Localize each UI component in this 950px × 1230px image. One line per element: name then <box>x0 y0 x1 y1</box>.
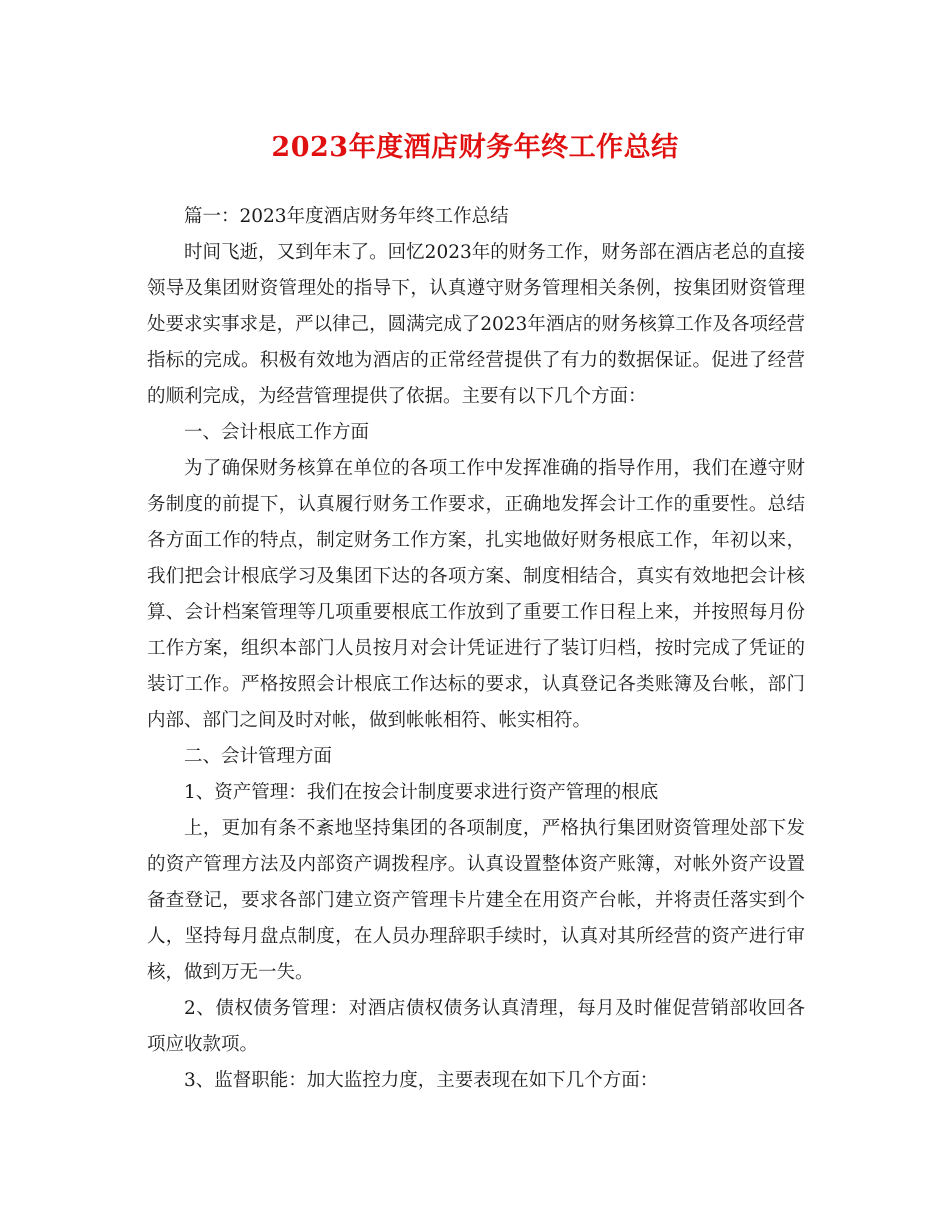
text-line: 的顺利完成，为经营管理提供了依据。主要有以下几个方面： <box>147 386 647 407</box>
text-line: 领导及集团财资管理处的指导下，认真遵守财务管理相关条例，按集团财资管理 <box>147 278 805 299</box>
text-line: 备查登记，要求各部门建立资产管理卡片建全在用资产台帐，并将责任落实到个 <box>147 890 805 911</box>
text-line: 务制度的前提下，认真履行财务工作要求，正确地发挥会计工作的重要性。总结 <box>147 494 805 515</box>
text-line: 内部、部门之间及时对帐，做到帐帐相符、帐实相符。 <box>147 710 592 731</box>
paragraph <box>147 811 805 991</box>
document-title: 2023年度酒店财务年终工作总结 <box>271 132 679 163</box>
text-line: 算、会计档案管理等几项重要根底工作放到了重要工作日程上来，并按照每月份 <box>147 602 805 623</box>
paragraph <box>147 1063 805 1099</box>
text-line: 人，坚持每月盘点制度，在人员办理辞职手续时，认真对其所经营的资产进行审 <box>147 926 805 947</box>
paragraph <box>147 775 805 811</box>
text-line: 装订工作。严格按照会计根底工作达标的要求，认真登记各类账簿及台帐，部门 <box>147 674 805 695</box>
paragraph <box>147 451 805 739</box>
text-line: 工作方案，组织本部门人员按月对会计凭证进行了装订归档，按时完成了凭证的 <box>147 638 805 659</box>
paragraph <box>147 199 805 235</box>
paragraph <box>147 235 805 415</box>
section-heading <box>147 415 805 451</box>
text-line: 项应收款项。 <box>147 1034 259 1055</box>
section-heading <box>147 739 805 775</box>
text-line: 为了确保财务核算在单位的各项工作中发挥准确的指导作用，我们在遵守财 <box>184 458 805 479</box>
text-line: 上，更加有条不紊地坚持集团的各项制度，严格执行集团财资管理处部下发 <box>184 818 805 839</box>
text-line: 时间飞逝，又到年末了。回忆2023年的财务工作，财务部在酒店老总的直接 <box>184 242 805 263</box>
text-line: 我们把会计根底学习及集团下达的各项方案、制度相结合，真实有效地把会计核 <box>147 566 805 587</box>
text-line: 一、会计根底工作方面 <box>184 422 370 443</box>
text-line: 处要求实事求是，严以律己，圆满完成了2023年酒店的财务核算工作及各项经营 <box>147 314 805 335</box>
text-line: 3、监督职能：加大监控力度，主要表现在如下几个方面： <box>184 1070 659 1091</box>
text-line: 指标的完成。积极有效地为酒店的正常经营提供了有力的数据保证。促进了经营 <box>147 350 805 371</box>
document-body <box>147 199 805 1099</box>
text-line: 各方面工作的特点，制定财务工作方案，扎实地做好财务根底工作，年初以来， <box>147 530 805 551</box>
text-line: 1、资产管理：我们在按会计制度要求进行资产管理的根底 <box>184 782 659 803</box>
text-line: 的资产管理方法及内部资产调拨程序。认真设置整体资产账簿，对帐外资产设置 <box>147 854 805 875</box>
text-line: 二、会计管理方面 <box>184 746 333 767</box>
text-line: 2、债权债务管理：对酒店债权债务认真清理，每月及时催促营销部收回各 <box>184 998 805 1019</box>
text-line: 篇一：2023年度酒店财务年终工作总结 <box>184 206 509 227</box>
paragraph <box>147 991 805 1063</box>
text-line: 核，做到万无一失。 <box>147 962 314 983</box>
